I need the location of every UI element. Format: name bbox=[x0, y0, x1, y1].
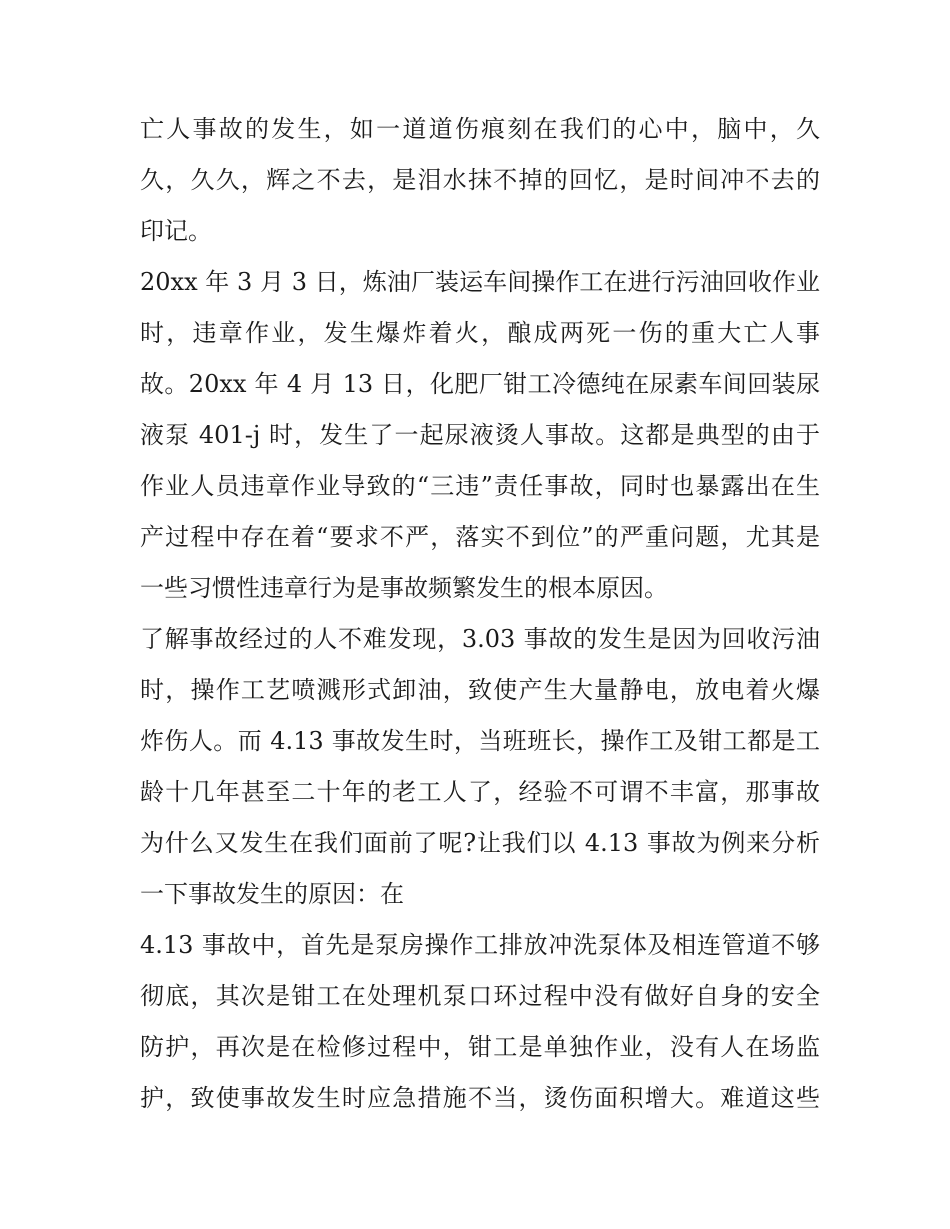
paragraph-3 bbox=[140, 614, 820, 920]
text-line: 为什么又发生在我们面前了呢?让我们以 4.13 事故为例来分析 bbox=[140, 829, 820, 857]
text-line: 印记。 bbox=[140, 217, 212, 245]
text-line: 亡人事故的发生，如一道道伤痕刻在我们的心中，脑中，久 bbox=[140, 115, 820, 143]
text-line: 时，操作工艺喷溅形式卸油，致使产生大量静电，放电着火爆 bbox=[140, 676, 820, 704]
text-line: 4.13 事故中，首先是泵房操作工排放冲洗泵体及相连管道不够 bbox=[140, 931, 820, 959]
text-line: 炸伤人。而 4.13 事故发生时，当班班长，操作工及钳工都是工 bbox=[140, 727, 820, 755]
text-line: 作业人员违章作业导致的“三违”责任事故，同时也暴露出在生 bbox=[140, 472, 820, 500]
text-line: 了解事故经过的人不难发现，3.03 事故的发生是因为回收污油 bbox=[140, 625, 820, 653]
text-line: 一下事故发生的原因：在 bbox=[140, 880, 404, 908]
text-line: 久，久久，辉之不去，是泪水抹不掉的回忆，是时间冲不去的 bbox=[140, 166, 820, 194]
paragraph-4 bbox=[140, 920, 820, 1124]
text-line: 龄十几年甚至二十年的老工人了，经验不可谓不丰富，那事故 bbox=[140, 778, 820, 806]
text-line: 一些习惯性违章行为是事故频繁发生的根本原因。 bbox=[140, 574, 668, 602]
text-line: 护，致使事故发生时应急措施不当，烫伤面积增大。难道这些 bbox=[140, 1084, 820, 1112]
text-line: 故。20xx 年 4 月 13 日，化肥厂钳工冷德纯在尿素车间回装尿 bbox=[140, 370, 820, 398]
text-line: 产过程中存在着“要求不严，落实不到位”的严重问题，尤其是 bbox=[140, 523, 820, 551]
document-body bbox=[140, 104, 820, 1124]
text-line: 防护，再次是在检修过程中，钳工是单独作业，没有人在场监 bbox=[140, 1033, 820, 1061]
text-line: 20xx 年 3 月 3 日，炼油厂装运车间操作工在进行污油回收作业 bbox=[140, 268, 820, 296]
paragraph-1 bbox=[140, 104, 820, 257]
text-line: 彻底，其次是钳工在处理机泵口环过程中没有做好自身的安全 bbox=[140, 982, 820, 1010]
text-line: 时，违章作业，发生爆炸着火，酿成两死一伤的重大亡人事 bbox=[140, 319, 820, 347]
paragraph-2 bbox=[140, 257, 820, 614]
text-line: 液泵 401-j 时，发生了一起尿液烫人事故。这都是典型的由于 bbox=[140, 421, 820, 449]
